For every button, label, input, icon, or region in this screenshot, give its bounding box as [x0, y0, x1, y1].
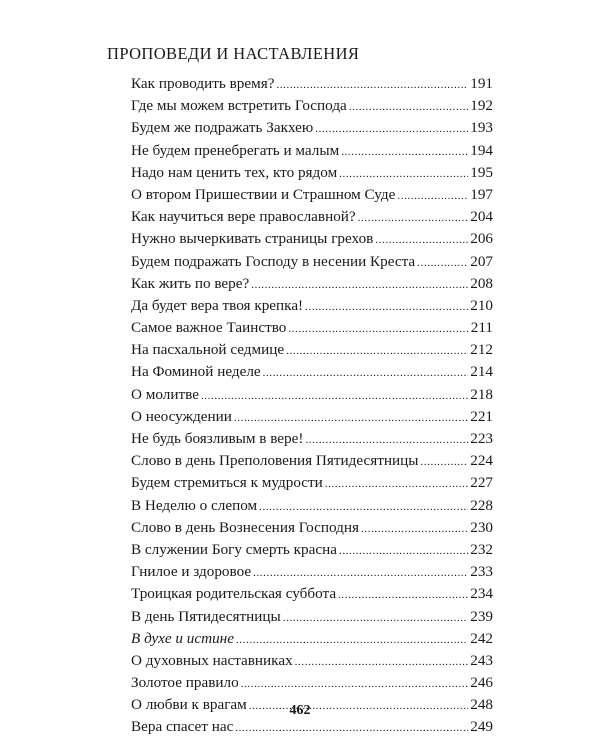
- toc-entry-title: О любви к врагам: [131, 696, 247, 714]
- toc-entry: [131, 184, 493, 206]
- page-number: 462: [289, 703, 311, 718]
- toc-entry-title: Где мы можем встретить Господа: [131, 97, 347, 115]
- toc-entry-page: 228: [470, 496, 493, 514]
- toc-entry: [131, 539, 493, 561]
- toc-entry-title: В служении Богу смерть красна: [131, 540, 337, 558]
- toc-entry-page: 227: [470, 474, 493, 492]
- toc-entry-page: 193: [470, 119, 493, 137]
- toc-entry-page: 249: [470, 718, 493, 736]
- toc-entry: [131, 428, 493, 450]
- toc-entry-title: О духовных наставниках: [131, 651, 293, 669]
- toc-entry-title: Будем же подражать Закхею: [131, 119, 314, 137]
- toc-entry-title: Не будь боязливым в вере!: [131, 430, 304, 447]
- toc-entry: [131, 117, 493, 139]
- toc-entry: [131, 73, 493, 95]
- toc-entry-title: В день Пятидесятницы: [131, 607, 281, 625]
- toc-entry-title: Как проводить время?: [131, 75, 275, 92]
- dot-leader: [305, 429, 468, 451]
- toc-entry: [131, 251, 493, 273]
- toc-entry: [131, 716, 493, 738]
- toc-entry: [131, 517, 493, 539]
- toc-entry-title: Да будет вера твоя крепка!: [131, 296, 304, 314]
- section-title: ПРОПОВЕДИ И НАСТАВЛЕНИЯ: [107, 44, 360, 63]
- table-of-contents: [131, 73, 493, 739]
- toc-entry-page: 234: [470, 585, 493, 603]
- toc-entry: [131, 450, 493, 472]
- toc-entry: [131, 95, 493, 117]
- toc-entry-page: 232: [470, 540, 493, 558]
- dot-leader: [338, 584, 468, 606]
- toc-entry-page: 206: [470, 230, 493, 248]
- toc-entry-page: 214: [470, 363, 493, 381]
- toc-entry-page: 242: [470, 629, 493, 647]
- toc-entry-title: Вера спасет нас: [131, 718, 234, 736]
- toc-entry-title: Как научиться вере православной?: [131, 208, 356, 226]
- toc-entry: [131, 672, 493, 694]
- dot-leader: [283, 607, 468, 629]
- toc-entry-title: Нужно вычеркивать страницы грехов: [131, 230, 374, 248]
- toc-entry-page: 194: [470, 141, 493, 159]
- toc-entry: [131, 339, 493, 361]
- dot-leader: [286, 340, 468, 362]
- toc-entry-page: 221: [470, 407, 493, 425]
- toc-entry-title: Надо нам ценить тех, кто рядом: [131, 163, 338, 181]
- toc-entry-page: 191: [470, 75, 493, 92]
- dot-leader: [305, 296, 468, 318]
- dot-leader: [276, 74, 468, 96]
- dot-leader: [341, 141, 468, 163]
- toc-entry: [131, 650, 493, 672]
- dot-leader: [358, 207, 469, 229]
- toc-entry-title: На пасхальной седмице: [131, 341, 285, 359]
- toc-entry: [131, 384, 493, 406]
- dot-leader: [235, 717, 468, 739]
- toc-entry-title: О втором Пришествии и Страшном Суде: [131, 185, 396, 203]
- toc-entry-title: Троицкая родительская суббота: [131, 585, 337, 603]
- toc-entry-page: 197: [470, 185, 493, 203]
- dot-leader: [259, 496, 468, 518]
- dot-leader: [397, 185, 468, 207]
- toc-entry-page: 218: [470, 385, 493, 403]
- toc-entry-page: 211: [470, 319, 493, 337]
- toc-entry-title: Будем подражать Господу в несении Креста: [131, 252, 416, 270]
- toc-entry: [131, 162, 493, 184]
- toc-entry: [131, 606, 493, 628]
- toc-entry-title: О молитве: [131, 385, 199, 403]
- toc-entry: [131, 361, 493, 383]
- dot-leader: [349, 96, 468, 118]
- toc-entry-page: 243: [470, 651, 493, 669]
- toc-entry-page: 230: [470, 518, 493, 536]
- toc-entry-page: 210: [470, 296, 493, 314]
- dot-leader: [241, 673, 469, 695]
- toc-entry-page: 192: [470, 97, 493, 115]
- dot-leader: [234, 407, 468, 429]
- toc-entry-title: Как жить по вере?: [131, 274, 250, 292]
- toc-entry: [131, 561, 493, 583]
- dot-leader: [315, 118, 468, 140]
- dot-leader: [295, 651, 469, 673]
- toc-entry-title: В духе и истине: [131, 629, 234, 647]
- dot-leader: [325, 473, 468, 495]
- toc-entry: [131, 140, 493, 162]
- toc-entry: [131, 273, 493, 295]
- toc-entry-title: О неосуждении: [131, 407, 232, 425]
- toc-entry-title: Будем стремиться к мудрости: [131, 474, 323, 492]
- toc-entry: [131, 228, 493, 250]
- dot-leader: [251, 274, 468, 296]
- toc-entry-page: 233: [470, 563, 493, 581]
- toc-entry: [131, 583, 493, 605]
- dot-leader: [339, 163, 468, 185]
- toc-entry: [131, 295, 493, 317]
- toc-entry-page: 207: [470, 252, 493, 270]
- toc-entry-page: 224: [470, 452, 493, 470]
- toc-entry: [131, 628, 493, 650]
- toc-entry-title: Слово в день Вознесения Господня: [131, 518, 360, 536]
- toc-entry-title: Гнилое и здоровое: [131, 563, 252, 581]
- dot-leader: [236, 629, 468, 651]
- toc-entry-page: 204: [470, 208, 493, 226]
- toc-entry: [131, 472, 493, 494]
- toc-entry: [131, 406, 493, 428]
- toc-entry-page: 239: [470, 607, 493, 625]
- toc-entry-title: Не будем пренебрегать и малым: [131, 141, 340, 159]
- dot-leader: [263, 362, 469, 384]
- toc-entry-title: Самое важное Таинство: [131, 319, 287, 337]
- toc-entry-page: 208: [470, 274, 493, 292]
- toc-entry-title: Слово в день Преполовения Пятидесятницы: [131, 452, 419, 470]
- toc-entry: [131, 495, 493, 517]
- dot-leader: [361, 518, 468, 540]
- toc-entry-title: Золотое правило: [131, 674, 239, 692]
- dot-leader: [339, 540, 468, 562]
- toc-entry: [131, 317, 493, 339]
- toc-entry-page: 248: [470, 696, 493, 714]
- dot-leader: [253, 562, 468, 584]
- dot-leader: [201, 385, 468, 407]
- toc-entry-title: В Неделю о слепом: [131, 496, 258, 514]
- dot-leader: [375, 229, 468, 251]
- toc-entry-page: 212: [470, 341, 493, 359]
- dot-leader: [417, 252, 468, 274]
- dot-leader: [288, 318, 468, 340]
- toc-entry-page: 223: [470, 430, 493, 447]
- toc-entry: [131, 206, 493, 228]
- dot-leader: [420, 451, 468, 473]
- toc-entry-page: 195: [470, 163, 493, 181]
- toc-entry-title: На Фоминой неделе: [131, 363, 261, 381]
- toc-entry-page: 246: [470, 674, 493, 692]
